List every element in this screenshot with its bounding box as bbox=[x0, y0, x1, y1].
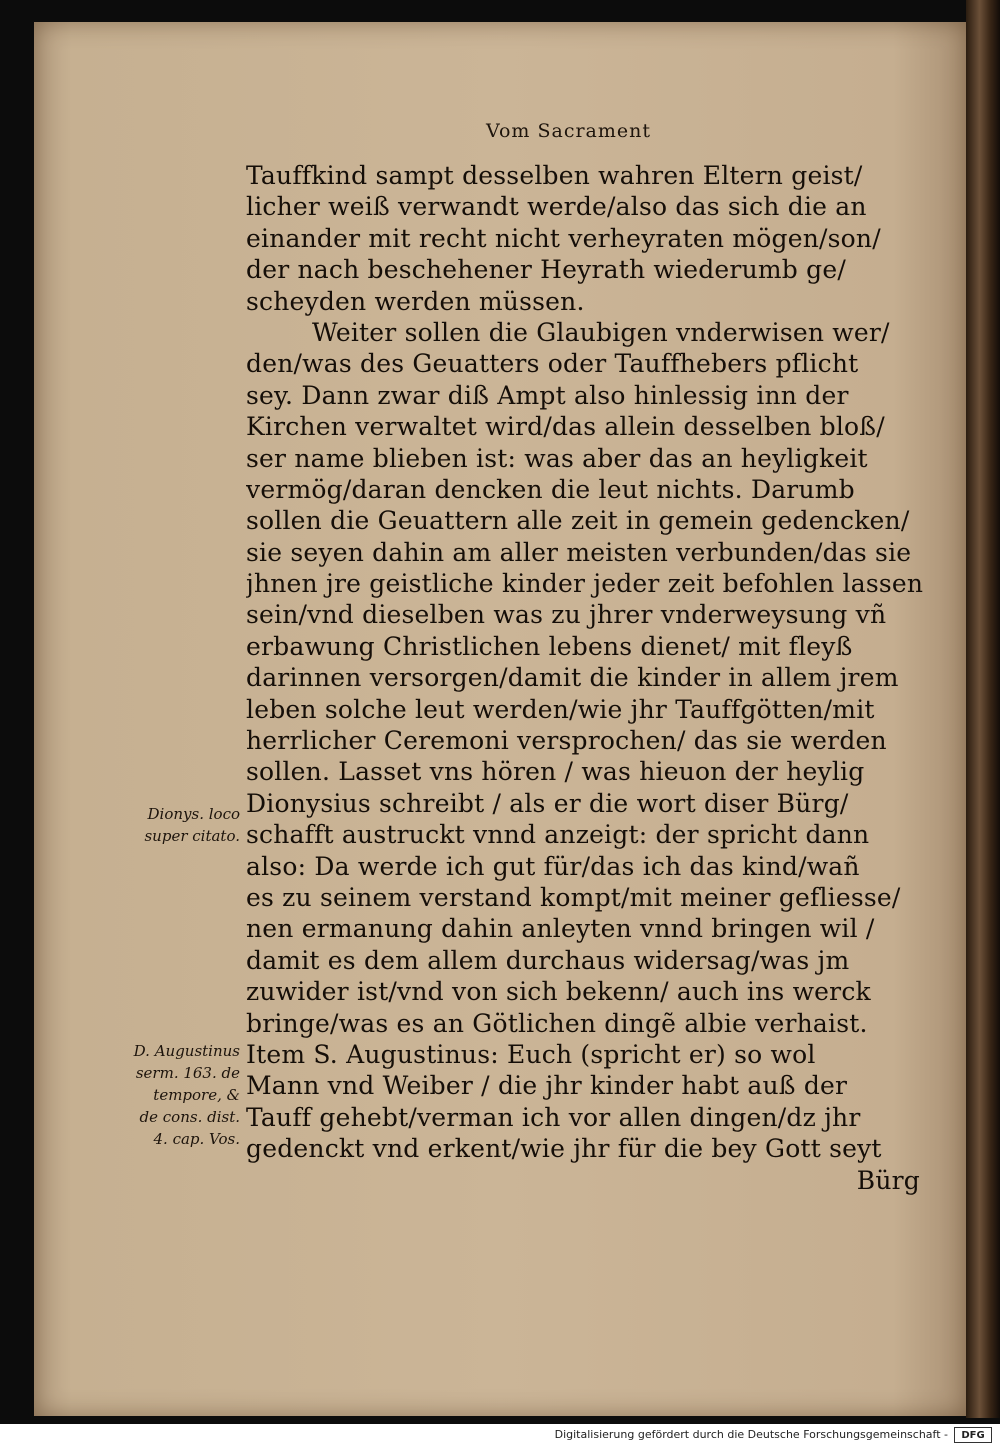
margin-note-line: tempore, & bbox=[153, 1086, 240, 1104]
text-line: gedenckt vnd erkent/wie jhr für die bey Gott seyt bbox=[246, 1134, 882, 1164]
text-line: herrlicher Ceremoni versprochen/ das sie werden bbox=[246, 726, 887, 756]
text-line: schafft austruckt vnnd anzeigt: der spricht dann bbox=[246, 820, 870, 850]
text-line: Tauffkind sampt desselben wahren Eltern geist/ bbox=[246, 161, 863, 190]
text-line: sein/vnd dieselben was zu jhrer vnderweysung vñ bbox=[246, 600, 887, 630]
text-line: Item S. Augustinus: Euch (spricht er) so wol bbox=[246, 1039, 816, 1069]
text-line: nen ermanung dahin anleyten vnnd bringen wil / bbox=[246, 914, 875, 944]
text-line: damit es dem allem durchaus widersag/was jm bbox=[246, 945, 850, 975]
text-line: leben solche leut werden/wie jhr Tauffgötten/mit bbox=[246, 694, 875, 724]
text-line: Dionysius schreibt / als er die wort diser Bürg/ bbox=[246, 788, 849, 818]
text-line: scheyden werden müssen. bbox=[246, 286, 585, 316]
text-line: Tauff gehebt/verman ich vor allen dingen/dz jhr bbox=[246, 1102, 861, 1132]
footer-credit: Digitalisierung gefördert durch die Deutsche Forschungsgemeinschaft - bbox=[554, 1428, 948, 1441]
margin-note-line: 4. cap. Vos. bbox=[153, 1130, 240, 1148]
margin-note-line: Dionys. loco bbox=[147, 805, 240, 823]
text-line: sie seyen dahin am aller meisten verbunden/das sie bbox=[246, 537, 912, 567]
text-line: licher weiß verwandt werde/also das sich die an bbox=[246, 192, 867, 222]
text-line: vermög/daran dencken die leut nichts. Darumb bbox=[246, 474, 855, 504]
text-line: Mann vnd Weiber / die jhr kinder habt auß der bbox=[246, 1071, 848, 1101]
text-line: also: Da werde ich gut für/das ich das kind/wañ bbox=[246, 851, 860, 881]
text-line: erbawung Christlichen lebens dienet/ mit fleyß bbox=[246, 631, 853, 661]
margin-note-line: serm. 163. de bbox=[135, 1064, 240, 1082]
text-line: sollen die Geuattern alle zeit in gemein gedencken/ bbox=[246, 506, 910, 536]
book-edge bbox=[966, 0, 1000, 1418]
catchword: Bürg bbox=[856, 1165, 920, 1195]
running-head: Vom Sacrament bbox=[486, 120, 651, 142]
text-line: zuwider ist/vnd von sich bekenn/ auch ins werck bbox=[246, 977, 871, 1007]
text-line: einander mit recht nicht verheyraten mögen/son/ bbox=[246, 223, 881, 253]
body-text bbox=[246, 160, 926, 1196]
text-line: Kirchen verwaltet wird/das allein desselben bloß/ bbox=[246, 412, 885, 442]
text-line: jhnen jre geistliche kinder jeder zeit befohlen lassen bbox=[246, 569, 924, 599]
text-line: sey. Dann zwar diß Ampt also hinlessig inn der bbox=[246, 380, 849, 410]
text-line: es zu seinem verstand kompt/mit meiner gefliesse/ bbox=[246, 882, 901, 912]
margin-note-line: super citato. bbox=[144, 827, 240, 845]
text-line: den/was des Geuatters oder Tauffhebers pflicht bbox=[246, 349, 859, 379]
margin-note-augustinus bbox=[104, 1040, 240, 1150]
text-line: bringe/was es an Götlichen dingẽ albie verhaist. bbox=[246, 1008, 868, 1038]
margin-note-line: D. Augustinus bbox=[133, 1042, 240, 1060]
margin-note-dionysius bbox=[104, 803, 240, 847]
text-line: ser name blieben ist: was aber das an heyligkeit bbox=[246, 443, 868, 473]
margin-note-line: de cons. dist. bbox=[139, 1108, 240, 1126]
dfg-logo: DFG bbox=[954, 1427, 992, 1443]
text-line: Weiter sollen die Glaubigen vnderwisen wer/ bbox=[312, 317, 890, 347]
text-line: sollen. Lasset vns hören / was hieuon der heylig bbox=[246, 757, 865, 787]
footer-bar bbox=[0, 1424, 1000, 1446]
text-line: darinnen versorgen/damit die kinder in allem jrem bbox=[246, 663, 899, 693]
text-line: der nach beschehener Heyrath wiederumb ge/ bbox=[246, 255, 846, 285]
